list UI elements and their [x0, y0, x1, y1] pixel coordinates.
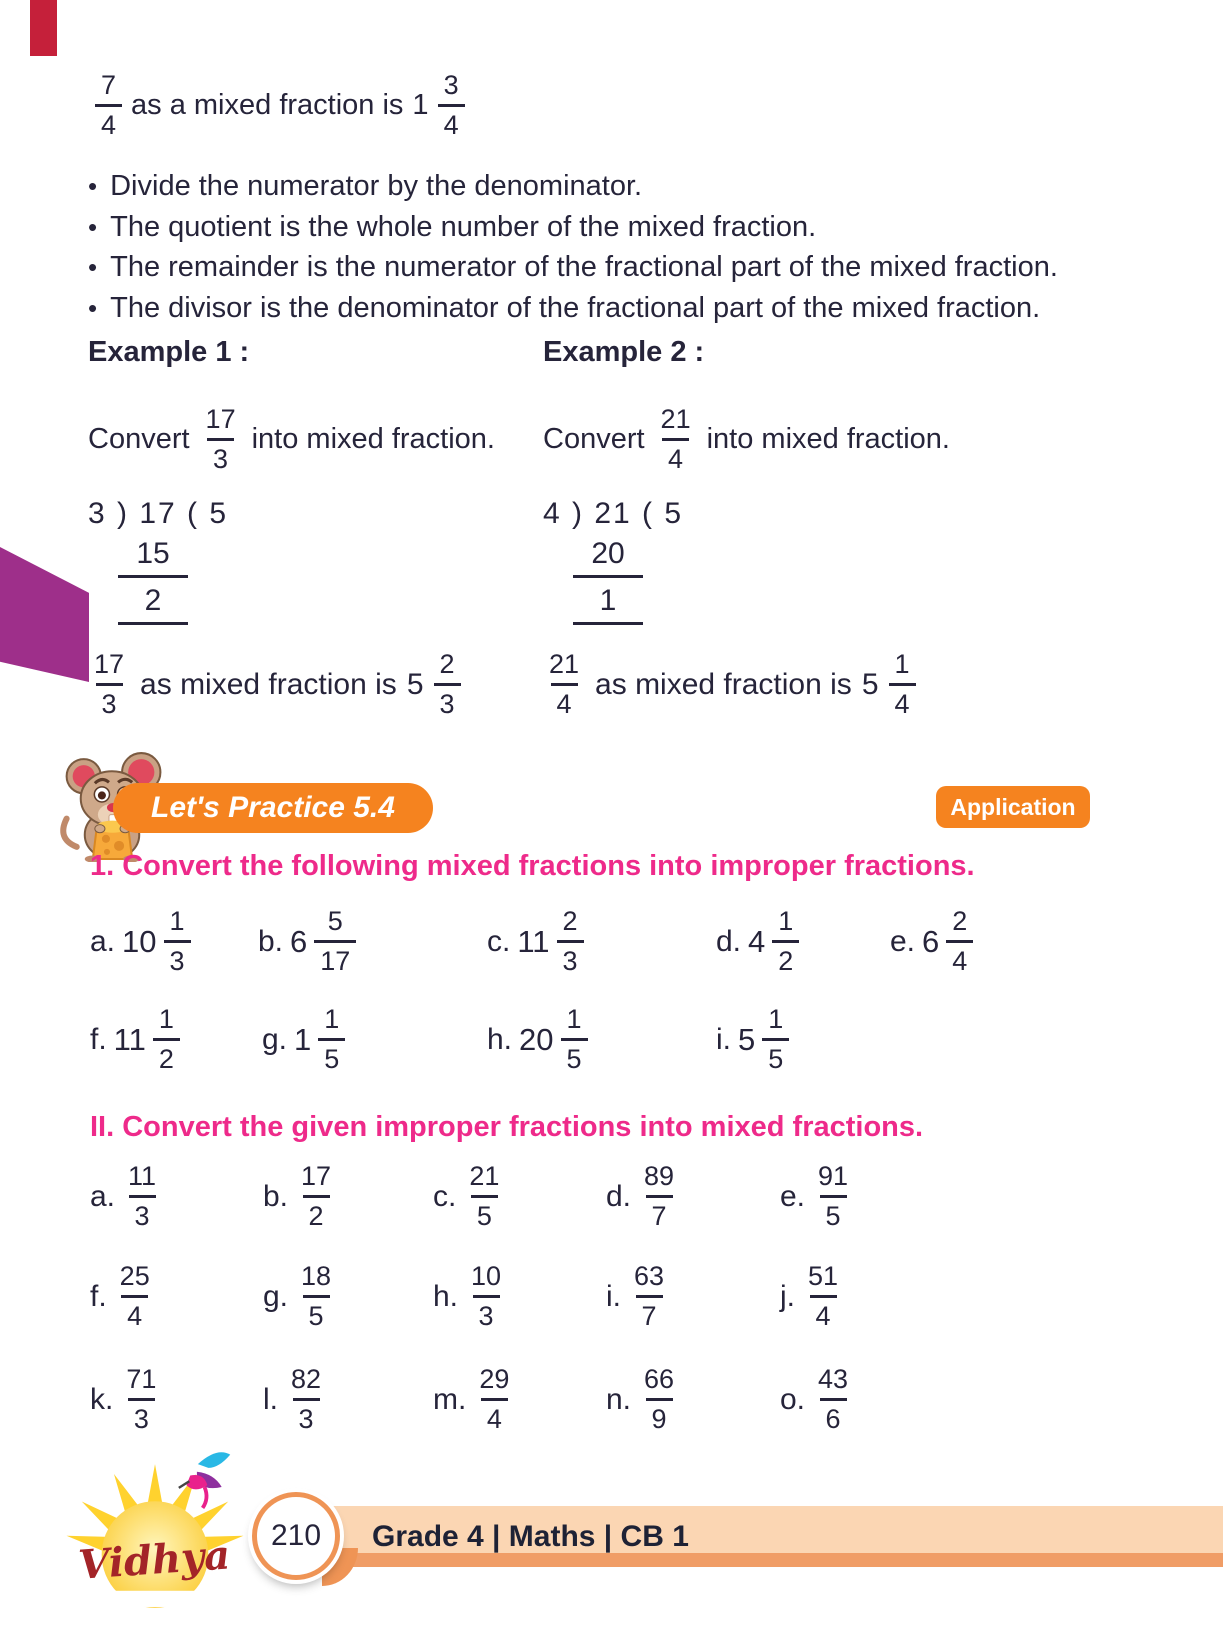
footer-bar-strip	[300, 1553, 1223, 1567]
exercise-item	[263, 1163, 433, 1230]
division-remainder: 2	[118, 584, 188, 625]
fraction: $\frac{25}{4}$	[119, 1261, 150, 1331]
convert-line: Convert $\frac{21}{4}$ into mixed fraction.	[543, 403, 950, 474]
item-label: d.	[606, 1179, 632, 1213]
result-line: $\frac{17}{3}$ as mixed fraction is 5 $\frac{2}{3}$	[88, 651, 528, 718]
item-label: a.	[90, 1179, 116, 1213]
fraction: $\frac{51}{4}$	[808, 1261, 839, 1331]
footer-title: Grade 4 | Maths | CB 1	[372, 1520, 689, 1553]
rule-item: • The remainder is the numerator of the fractional part of the mixed fraction.	[88, 247, 1058, 288]
exercise-item	[263, 1263, 433, 1330]
item-label: c.	[433, 1179, 457, 1213]
item-label: j.	[780, 1279, 795, 1313]
exercise-row	[90, 1366, 854, 1433]
exercise-item	[606, 1263, 780, 1330]
bullet-icon: •	[88, 171, 98, 201]
exercise-row	[90, 1006, 789, 1073]
fraction: $\frac{2}{4}$	[946, 908, 973, 975]
item-label: d.	[716, 924, 742, 958]
whole-number: 1	[412, 89, 429, 121]
exercise-item	[90, 1263, 263, 1330]
fraction: $\frac{1}{4}$	[889, 651, 916, 718]
exercise-item	[433, 1366, 606, 1433]
item-label: a.	[90, 924, 116, 958]
bullet-icon: •	[88, 252, 98, 282]
fraction: $\frac{21}{4}$	[660, 403, 691, 474]
fraction: $\frac{91}{5}$	[818, 1161, 849, 1231]
item-label: k.	[90, 1382, 114, 1416]
bullet-icon: •	[88, 211, 98, 242]
page-number-badge: 210	[252, 1492, 340, 1580]
red-corner-mark	[30, 0, 57, 56]
exercise-item	[90, 908, 258, 975]
exercise-item	[258, 908, 487, 975]
section-1-heading: 1. Convert the following mixed fractions into improper fractions.	[90, 850, 975, 882]
exercise-item	[487, 1006, 716, 1073]
exercise-item	[780, 1263, 844, 1330]
fraction: $\frac{1}{5}$	[561, 1006, 588, 1073]
practice-ribbon: Let's Practice 5.4	[113, 783, 433, 833]
item-label: b.	[258, 924, 284, 958]
item-label: l.	[263, 1382, 278, 1416]
fraction: $\frac{29}{4}$	[479, 1364, 510, 1434]
fraction: $\frac{17}{3}$	[205, 403, 236, 474]
fraction: $\frac{18}{5}$	[301, 1261, 332, 1331]
whole-number: 10	[122, 923, 157, 959]
exercise-item	[780, 1366, 854, 1433]
whole-number: 4	[748, 923, 766, 959]
whole-number: 5	[406, 667, 424, 701]
item-label: c.	[487, 924, 511, 958]
exercise-row	[90, 908, 973, 975]
fraction: $\frac{71}{3}$	[126, 1364, 157, 1434]
fraction: $\frac{43}{6}$	[818, 1364, 849, 1434]
example-2	[543, 336, 1013, 718]
exercise-row	[90, 1163, 854, 1230]
exercise-item	[606, 1163, 780, 1230]
item-label: h.	[433, 1279, 459, 1313]
fraction: $\frac{82}{3}$	[291, 1364, 322, 1434]
fraction: $\frac{21}{5}$	[469, 1161, 500, 1231]
lead-sentence	[95, 72, 465, 139]
whole-number: 6	[290, 923, 308, 959]
exercise-item	[90, 1366, 263, 1433]
exercise-item	[716, 1006, 789, 1073]
fraction: $\frac{1}{5}$	[318, 1006, 345, 1073]
fraction: $\frac{63}{7}$	[634, 1261, 665, 1331]
division-subtrahend: 15	[118, 537, 188, 578]
vidhya-sun-logo	[55, 1424, 255, 1609]
exercise-item	[433, 1263, 606, 1330]
example-title: Example 2 :	[543, 336, 705, 368]
fraction: $\frac{1}{2}$	[153, 1006, 180, 1073]
result-line: $\frac{21}{4}$ as mixed fraction is 5 $\frac{1}{4}$	[543, 651, 1013, 718]
exercise-item	[606, 1366, 780, 1433]
fraction: $\frac{21}{4}$	[549, 649, 580, 719]
fraction: $\frac{1}{5}$	[762, 1006, 789, 1073]
whole-number: 1	[294, 1021, 312, 1057]
exercise-row	[90, 1263, 844, 1330]
item-label: e.	[780, 1179, 806, 1213]
exercise-item	[890, 908, 973, 975]
long-division	[88, 497, 528, 625]
rule-item: • The quotient is the whole number of the mixed fraction.	[88, 207, 1058, 248]
item-label: b.	[263, 1179, 289, 1213]
section-2-heading: II. Convert the given improper fractions into mixed fractions.	[90, 1111, 924, 1143]
fraction: $\frac{1}{3}$	[164, 908, 191, 975]
fraction: $\frac{10}{3}$	[471, 1261, 502, 1331]
item-label: i.	[606, 1279, 621, 1313]
bullet-icon: •	[88, 292, 98, 323]
exercise-item	[262, 1006, 487, 1073]
long-division	[543, 497, 1013, 625]
lead-text: as a mixed fraction is	[131, 89, 404, 121]
whole-number: 11	[113, 1021, 146, 1057]
item-label: e.	[890, 924, 916, 958]
division-line: 4 ) 21 ( 5	[543, 497, 684, 530]
fraction: $\frac{66}{9}$	[644, 1364, 675, 1434]
rules-list	[88, 166, 1058, 328]
fraction: $\frac{17}{3}$	[94, 649, 125, 719]
rule-item: • The divisor is the denominator of the fractional part of the mixed fraction.	[88, 288, 1058, 329]
exercise-item	[90, 1006, 262, 1073]
item-label: m.	[433, 1382, 467, 1416]
rule-item: • Divide the numerator by the denominator.	[88, 166, 1058, 207]
item-label: g.	[263, 1279, 289, 1313]
whole-number: 5	[861, 667, 879, 701]
fraction: $\frac{2}{3}$	[434, 651, 461, 718]
purple-edge-tab	[0, 547, 89, 682]
fraction: $\frac{11}{3}$	[128, 1161, 157, 1231]
whole-number: 6	[922, 923, 940, 959]
item-label: g.	[262, 1022, 288, 1056]
division-subtrahend: 20	[573, 537, 643, 578]
whole-number: 20	[519, 1021, 554, 1057]
fraction: $\frac{17}{2}$	[301, 1161, 332, 1231]
exercise-item	[487, 908, 716, 975]
fraction: $\frac{7}{4}$	[95, 72, 122, 139]
item-label: f.	[90, 1279, 107, 1313]
item-label: i.	[716, 1022, 731, 1056]
fraction: $\frac{2}{3}$	[557, 908, 584, 975]
division-remainder: 1	[573, 584, 643, 625]
exercise-item	[780, 1163, 854, 1230]
item-label: o.	[780, 1382, 806, 1416]
fraction: $\frac{5}{17}$	[314, 908, 356, 975]
vidhya-logo-text: Vidhya	[76, 1531, 232, 1589]
division-line: 3 ) 17 ( 5	[88, 497, 229, 530]
fraction: $\frac{89}{7}$	[644, 1161, 675, 1231]
example-1	[88, 336, 528, 718]
whole-number: 5	[738, 1021, 756, 1057]
fraction: $\frac{1}{2}$	[772, 908, 799, 975]
item-label: f.	[90, 1022, 107, 1056]
exercise-item	[263, 1366, 433, 1433]
exercise-item	[716, 908, 890, 975]
convert-line: Convert $\frac{17}{3}$ into mixed fraction.	[88, 403, 495, 474]
application-badge: Application	[936, 786, 1090, 828]
whole-number: 11	[517, 923, 550, 959]
item-label: h.	[487, 1022, 513, 1056]
exercise-item	[433, 1163, 606, 1230]
item-label: n.	[606, 1382, 632, 1416]
example-title: Example 1 :	[88, 336, 250, 368]
fraction: $\frac{3}{4}$	[438, 72, 465, 139]
exercise-item	[90, 1163, 263, 1230]
